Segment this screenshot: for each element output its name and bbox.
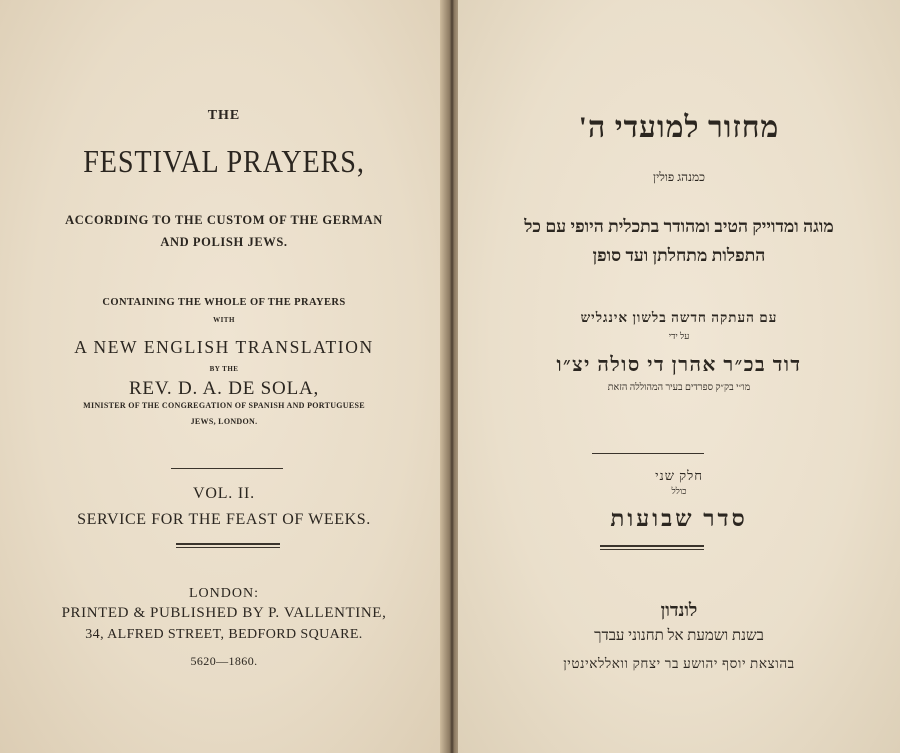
hebrew-seder-title: סדר שבועות (610, 506, 748, 531)
hebrew-divider-rule (592, 453, 704, 454)
hebrew-part-label: חלק שני (655, 468, 703, 483)
minister-line-2: JEWS, LONDON. (190, 417, 258, 426)
subtitle-line-2: AND POLISH JEWS. (160, 235, 288, 249)
translation-text: A NEW ENGLISH TRANSLATION (74, 337, 374, 357)
by-the-text: BY THE (209, 365, 239, 373)
double-rule-bottom (176, 547, 280, 548)
hebrew-imprint-year: בשנת ושמעת אל תחנוני עבדך (594, 628, 764, 644)
hebrew-includes-text: כולל (671, 486, 687, 496)
left-page-english (0, 0, 448, 753)
imprint-year: 5620—1860. (190, 654, 258, 668)
imprint-city: LONDON: (189, 586, 259, 601)
double-rule-top (176, 543, 280, 545)
hebrew-description-line-2: התפלות מתחלתן ועד סופן (592, 245, 766, 265)
hebrew-imprint-city: לונדון (660, 600, 698, 620)
imprint-publisher: PRINTED & PUBLISHED BY P. VALLENTINE, (61, 605, 387, 621)
hebrew-author-name: דוד בכ״ר אהרן די סולה יצ״ו (556, 354, 802, 376)
book-title: FESTIVAL PRAYERS, (83, 143, 365, 179)
minister-line-1: MINISTER OF THE CONGREGATION OF SPANISH AND PORTUGUESE (83, 401, 365, 410)
with-text: WITH (213, 316, 235, 324)
hebrew-double-rule-bottom (600, 549, 704, 550)
divider-rule (171, 468, 283, 469)
hebrew-translation-text: עם העתקה חדשה בלשון אינגליש (580, 310, 778, 325)
author-name: REV. D. A. DE SOLA, (128, 378, 320, 399)
imprint-address: 34, ALFRED STREET, BEDFORD SQUARE. (85, 627, 363, 642)
title-the: THE (207, 108, 241, 123)
right-page-hebrew (458, 0, 900, 753)
hebrew-description-line-1: מוגה ומדוייק הטיב ומהודר בתכלית היופי עם כל (524, 216, 834, 236)
containing-text: CONTAINING THE WHOLE OF THE PRAYERS (102, 297, 346, 308)
hebrew-custom: כמנהג פולין (653, 170, 705, 184)
service-title: SERVICE FOR THE FEAST OF WEEKS. (77, 511, 371, 528)
subtitle-line-1: ACCORDING TO THE CUSTOM OF THE GERMAN (65, 213, 383, 227)
hebrew-minister-text: מו״י בק״ק ספרדים בעיר המהוללה הזאת (607, 383, 751, 393)
hebrew-title: מחזור למועדי ה' (578, 111, 780, 144)
hebrew-by-text: על ידי (668, 331, 690, 341)
hebrew-double-rule-top (600, 545, 704, 547)
hebrew-imprint-publisher: בהוצאת יוסף יהושע בר יצחק וואללאינטין (563, 656, 795, 671)
volume-label: VOL. II. (193, 485, 255, 502)
